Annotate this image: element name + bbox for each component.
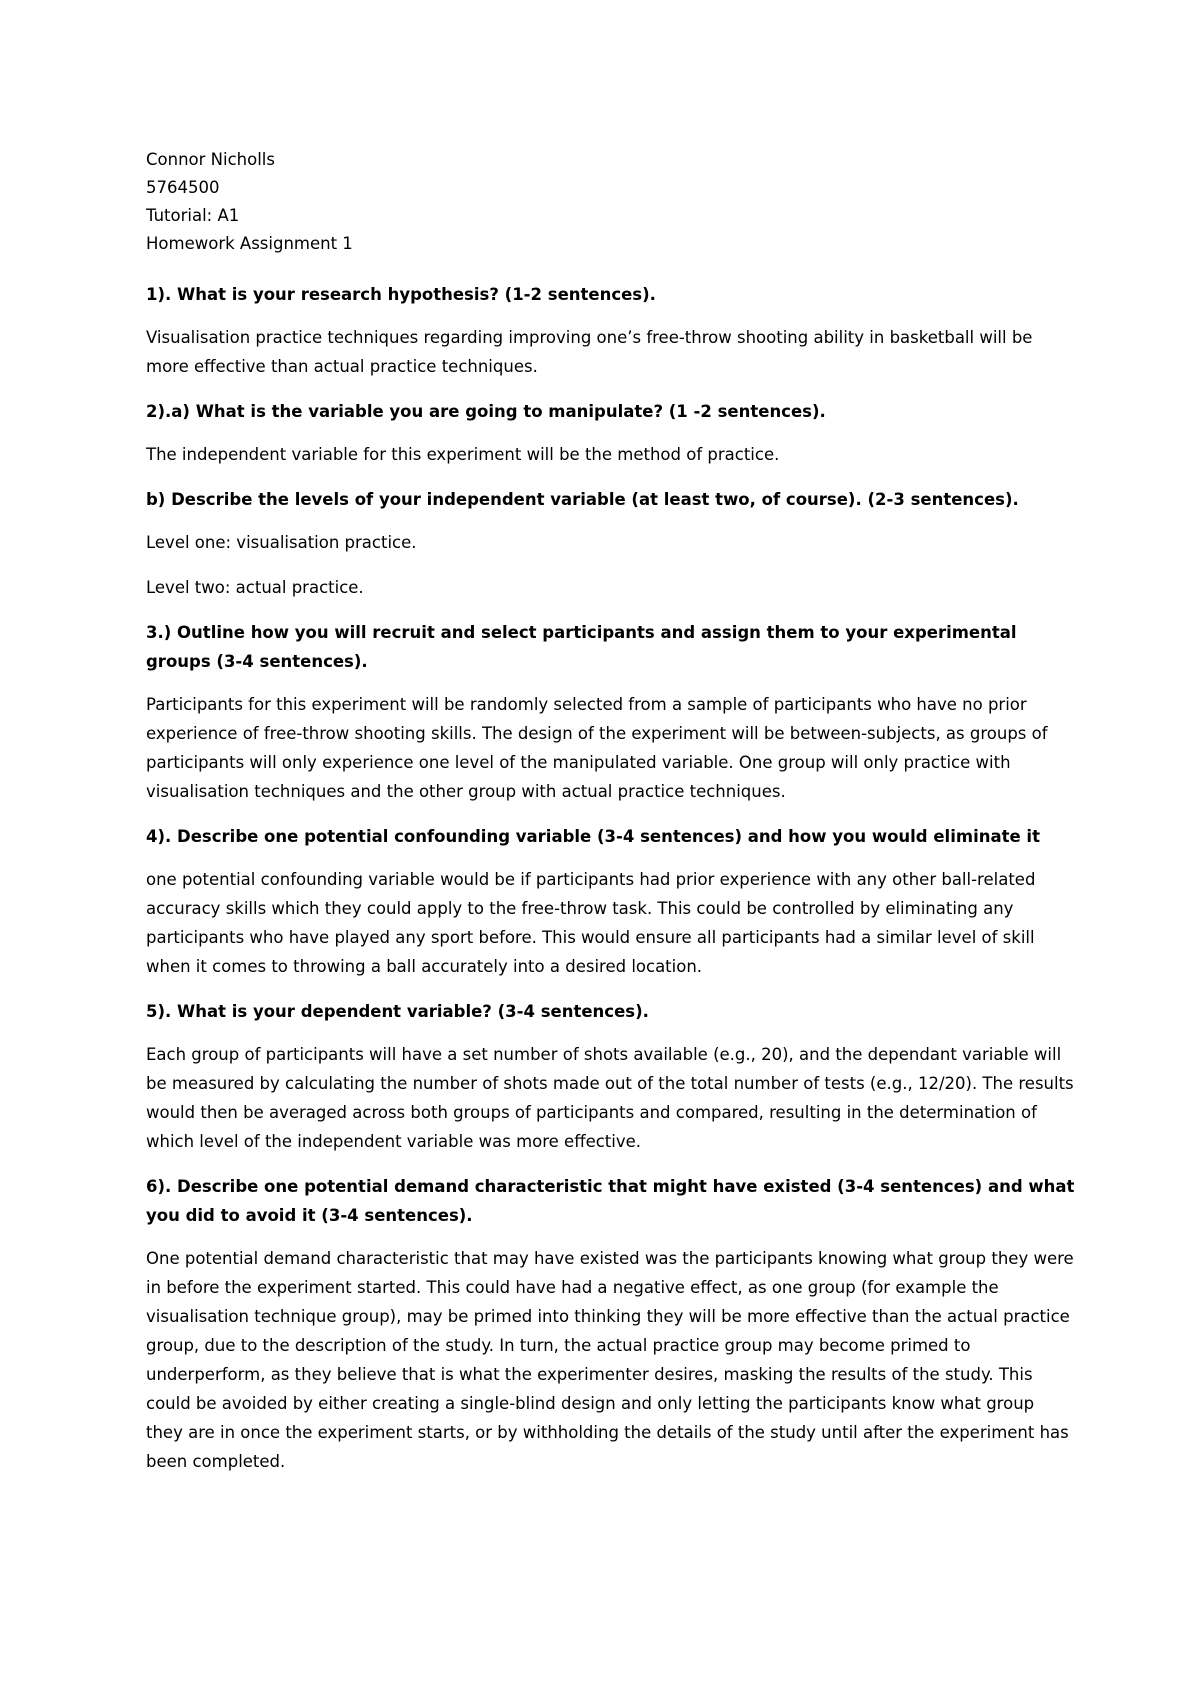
document-page	[146, 0, 1076, 1698]
question-3: 3.) Outline how you will recruit and select participants and assign them to your experimental groups (3-4 sentences).	[146, 623, 1017, 671]
answer-3: Participants for this experiment will be randomly selected from a sample of participants who have no prior experience of free-throw shooting skills. The design of the experiment will be between-subjects, as groups of participants will only experience one level of the manipulated variable. One group will only practice with visualisation techniques and the other group with actual practice techniques.	[146, 695, 1048, 801]
document-header	[146, 146, 1076, 258]
question-4: 4). Describe one potential confounding variable (3-4 sentences) and how you would eliminate it	[146, 827, 1040, 846]
tutorial-label: Tutorial: A1	[146, 206, 240, 225]
document-body	[146, 280, 1076, 1492]
question-2b: b) Describe the levels of your independent variable (at least two, of course). (2-3 sentences).	[146, 490, 1019, 509]
question-5: 5). What is your dependent variable? (3-4 sentences).	[146, 1002, 649, 1021]
answer-5: Each group of participants will have a set number of shots available (e.g., 20), and the dependant variable will be measured by calculating the number of shots made out of the total number of tests (e.g., 12/20). The results would then be averaged across both groups of participants and compared, resulting in the determination of which level of the independent variable was more effective.	[146, 1045, 1074, 1151]
answer-2b-level-one: Level one: visualisation practice.	[146, 533, 417, 552]
student-name: Connor Nicholls	[146, 150, 275, 169]
question-2a: 2).a) What is the variable you are going to manipulate? (1 -2 sentences).	[146, 402, 826, 421]
answer-2a: The independent variable for this experiment will be the method of practice.	[146, 445, 780, 464]
question-6: 6). Describe one potential demand characteristic that might have existed (3-4 sentences) and what you did to avoid it (3-4 sentences).	[146, 1177, 1075, 1225]
answer-1: Visualisation practice techniques regarding improving one’s free-throw shooting ability in basketball will be more effective than actual practice techniques.	[146, 328, 1033, 376]
answer-4: one potential confounding variable would be if participants had prior experience with any other ball-related accuracy skills which they could apply to the free-throw task. This could be controlled by eliminating any participants who have played any sport before. This would ensure all participants had a similar level of skill when it comes to throwing a ball accurately into a desired location.	[146, 870, 1036, 976]
student-id: 5764500	[146, 178, 220, 197]
answer-2b-level-two: Level two: actual practice.	[146, 578, 364, 597]
answer-6: One potential demand characteristic that may have existed was the participants knowing what group they were in before the experiment started. This could have had a negative effect, as one group (for example the visualisation technique group), may be primed into thinking they will be more effective than the actual practice group, due to the description of the study. In turn, the actual practice group may become primed to underperform, as they believe that is what the experimenter desires, masking the results of the study. This could be avoided by either creating a single-blind design and only letting the participants know what group they are in once the experiment starts, or by withholding the details of the study until after the experiment has been completed.	[146, 1249, 1074, 1471]
assignment-title: Homework Assignment 1	[146, 234, 353, 253]
question-1: 1). What is your research hypothesis? (1-2 sentences).	[146, 285, 656, 304]
